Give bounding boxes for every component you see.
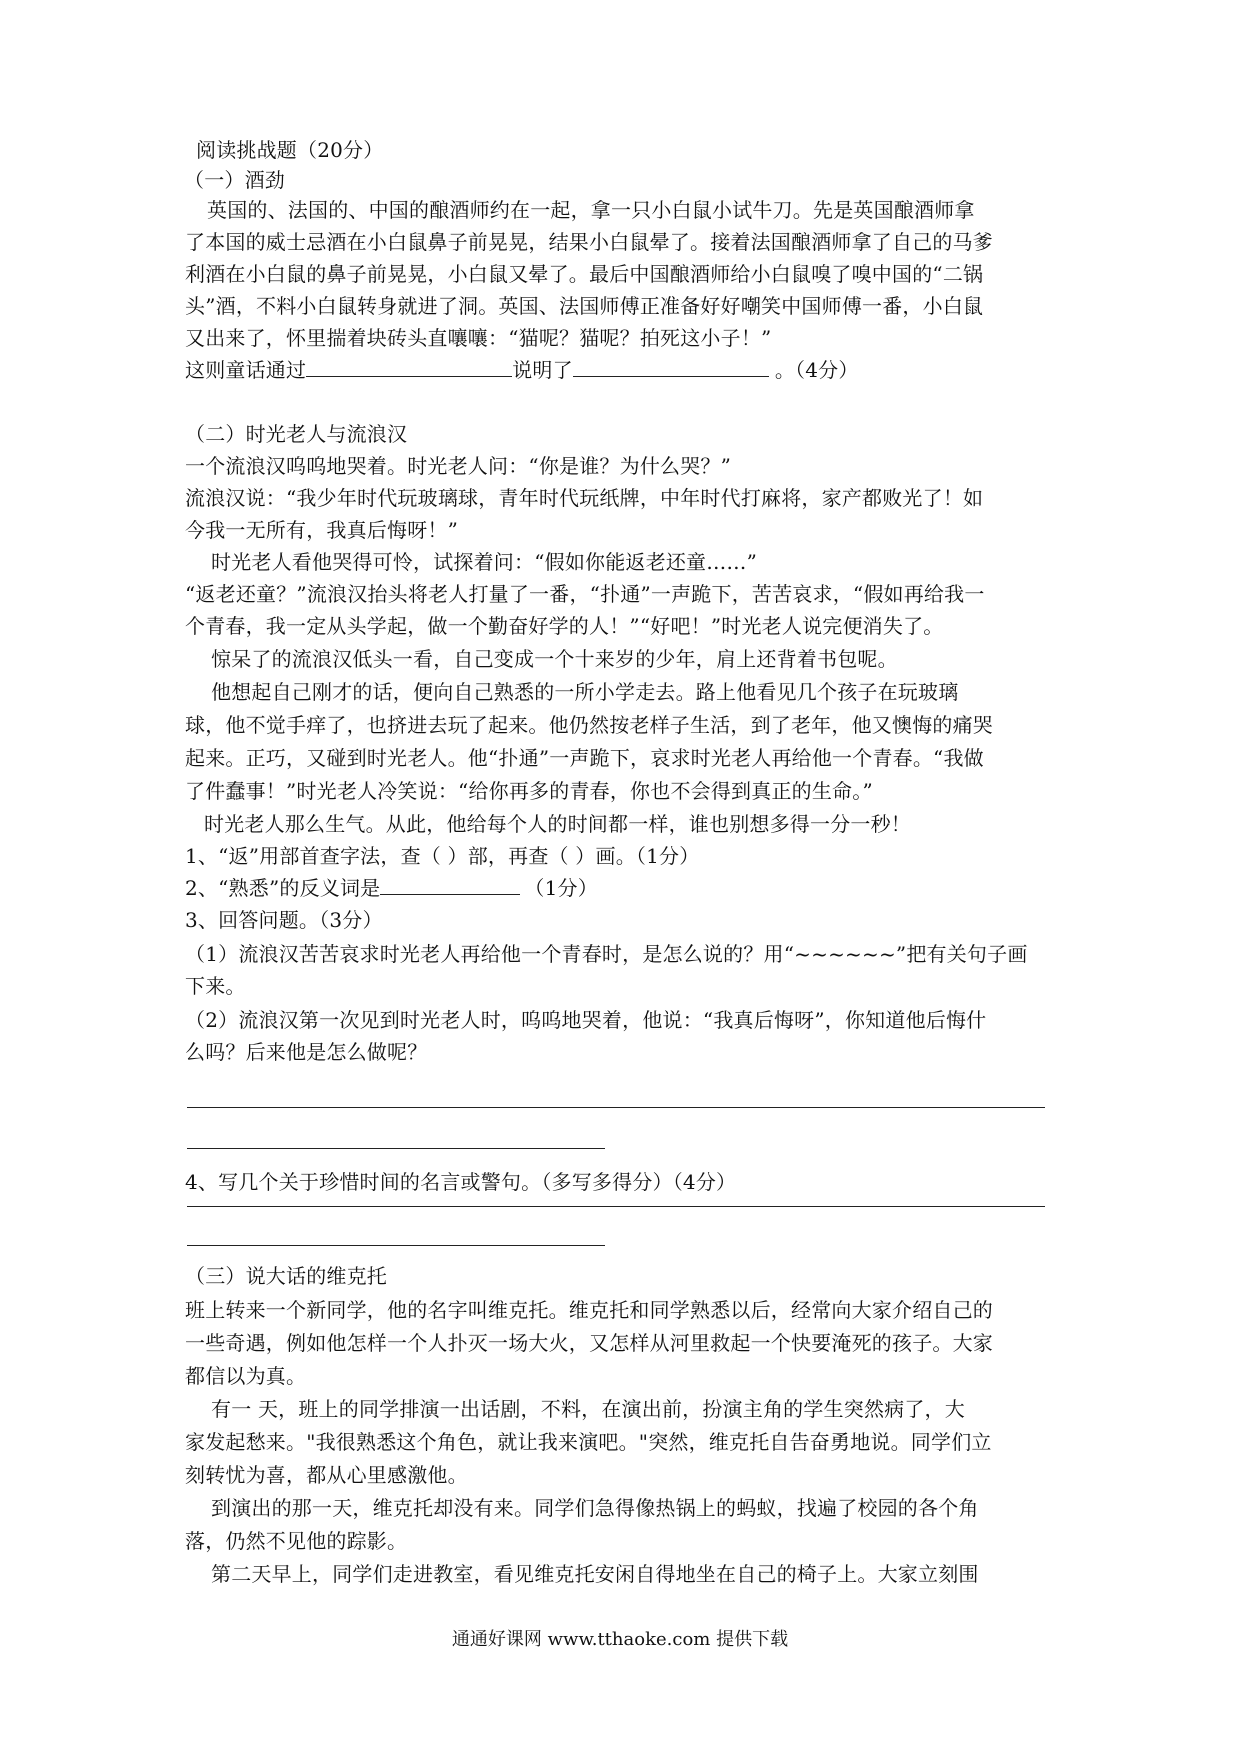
text-line: 第二天早上，同学们走进教室，看见维克托安闲自得地坐在自己的椅子上。大家立刻围 bbox=[211, 1562, 979, 1586]
question-text: 2、“熟悉”的反义词是 bbox=[185, 876, 381, 900]
text-line: 时光老人看他哭得可怜，试探着问：“假如你能返老还童……” bbox=[211, 550, 758, 574]
text-line: 惊呆了的流浪汉低头一看，自己变成一个十来岁的少年，肩上还背着书包呢。 bbox=[211, 647, 898, 671]
text-line: 时光老人那么生气。从此，他给每个人的时间都一样，谁也别想多得一分一秒！ bbox=[204, 812, 911, 836]
question-line: （1）流浪汉苦苦哀求时光老人再给他一个青春时，是怎么说的？用“~~~~~~”把有关句子画 bbox=[185, 942, 1028, 966]
text-line: 有一 天，班上的同学排演一出话剧，不料，在演出前，扮演主角的学生突然病了，大 bbox=[211, 1397, 965, 1421]
passage-title: （二）时光老人与流浪汉 bbox=[185, 422, 408, 446]
text-line: 刻转忧为喜，都从心里感激他。 bbox=[185, 1463, 468, 1487]
question-score: （1分） bbox=[524, 876, 598, 900]
text-line: 家发起愁来。"我很熟悉这个角色，就让我来演吧。"突然，维克托自告奋勇地说。同学们立 bbox=[185, 1430, 992, 1454]
text-line: 班上转来一个新同学，他的名字叫维克托。维克托和同学熟悉以后，经常向大家介绍自己的 bbox=[185, 1298, 993, 1322]
text-line: 又出来了，怀里揣着块砖头直嚷嚷：“猫呢？猫呢？拍死这小子！” bbox=[185, 326, 772, 350]
answer-line[interactable] bbox=[187, 1245, 605, 1246]
text-line: 了件蠢事！”时光老人冷笑说：“给你再多的青春，你也不会得到真正的生命。” bbox=[185, 779, 873, 803]
text-line: 头”酒，不料小白鼠转身就进了洞。英国、法国师傅正准备好好嘲笑中国师傅一番，小白鼠 bbox=[185, 294, 984, 318]
text-line: 一个流浪汉呜呜地哭着。时光老人问：“你是谁？为什么哭？” bbox=[185, 454, 732, 478]
answer-blank[interactable] bbox=[380, 874, 520, 895]
answer-blank[interactable] bbox=[573, 356, 769, 377]
text-line: 英国的、法国的、中国的酿酒师约在一起，拿一只小白鼠小试牛刀。先是英国酿酒师拿 bbox=[207, 198, 975, 222]
question-text: 这则童话通过 bbox=[185, 358, 307, 382]
answer-line[interactable] bbox=[187, 1148, 605, 1149]
answer-line[interactable] bbox=[187, 1206, 1045, 1207]
question-text: 说明了 bbox=[512, 358, 573, 382]
page-footer: 通通好课网 www.tthaoke.com 提供下载 bbox=[451, 1629, 789, 1650]
question-line: 4、写几个关于珍惜时间的名言或警句。（多写多得分）（4分） bbox=[185, 1170, 737, 1194]
text-line: 个青春，我一定从头学起，做一个勤奋好学的人！”“好吧！”时光老人说完便消失了。 bbox=[185, 614, 944, 638]
passage-title: （三）说大话的维克托 bbox=[185, 1264, 387, 1288]
text-line: 球，他不觉手痒了，也挤进去玩了起来。他仍然按老样子生活，到了老年，他又懊悔的痛哭 bbox=[185, 713, 993, 737]
text-line: “返老还童？”流浪汉抬头将老人打量了一番，“扑通”一声跪下，苦苦哀求，“假如再给我一 bbox=[185, 582, 985, 606]
text-line: 一些奇遇，例如他怎样一个人扑灭一场大火，又怎样从河里救起一个快要淹死的孩子。大家 bbox=[185, 1331, 993, 1355]
answer-blank[interactable] bbox=[306, 356, 512, 377]
text-line: 他想起自己刚才的话，便向自己熟悉的一所小学走去。路上他看见几个孩子在玩玻璃 bbox=[211, 680, 959, 704]
text-line: 下来。 bbox=[185, 974, 246, 998]
question-line bbox=[185, 354, 1055, 387]
text-line: 到演出的那一天，维克托却没有来。同学们急得像热锅上的蚂蚁，找遍了校园的各个角 bbox=[211, 1496, 979, 1520]
text-line: 都信以为真。 bbox=[185, 1364, 307, 1388]
text-line: 流浪汉说：“我少年时代玩玻璃球，青年时代玩纸牌，中年时代打麻将，家产都败光了！如 bbox=[185, 486, 984, 510]
text-line: 利酒在小白鼠的鼻子前晃晃，小白鼠又晕了。最后中国酿酒师给小白鼠嗅了嗅中国的“二锅 bbox=[185, 262, 984, 286]
text-line: 落，仍然不见他的踪影。 bbox=[185, 1529, 408, 1553]
answer-line[interactable] bbox=[187, 1107, 1045, 1108]
text-line: 起来。正巧，又碰到时光老人。他“扑通”一声跪下，哀求时光老人再给他一个青春。“我做 bbox=[185, 746, 984, 770]
text-line: 么吗？后来他是怎么做呢？ bbox=[185, 1040, 428, 1064]
section-heading: 阅读挑战题（20分） bbox=[196, 138, 384, 162]
question-line: 1、“返”用部首查字法，查（ ）部，再查（ ）画。（1分） bbox=[185, 844, 700, 868]
text-line: 了本国的威士忌酒在小白鼠鼻子前晃晃，结果小白鼠晕了。接着法国酿酒师拿了自己的马爹 bbox=[185, 230, 993, 254]
question-score: 。（4分） bbox=[774, 358, 859, 382]
question-line bbox=[185, 872, 1055, 905]
question-line: 3、回答问题。（3分） bbox=[185, 908, 383, 932]
text-line: 今我一无所有，我真后悔呀！” bbox=[185, 518, 459, 542]
question-line: （2）流浪汉第一次见到时光老人时，呜呜地哭着，他说：“我真后悔呀”，你知道他后悔什 bbox=[185, 1008, 987, 1032]
passage-title: （一）酒劲 bbox=[184, 168, 285, 192]
